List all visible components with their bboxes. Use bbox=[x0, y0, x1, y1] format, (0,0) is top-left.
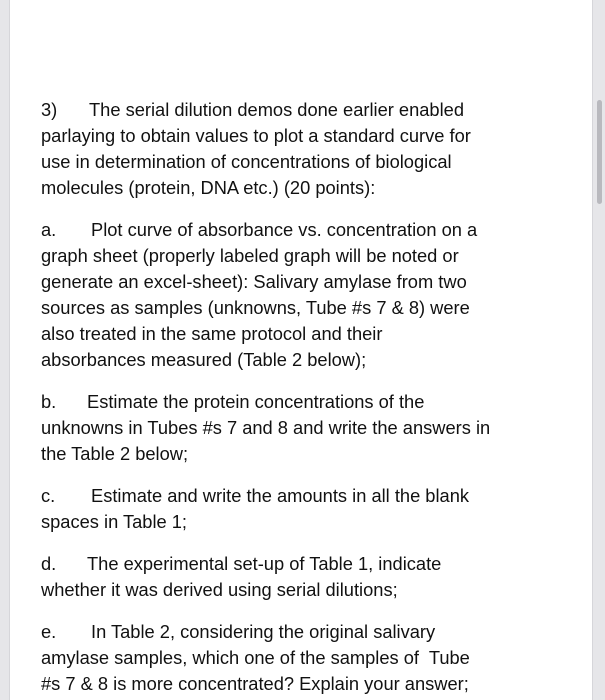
item-b-line-1: b. Estimate the protein concentrations of the bbox=[41, 389, 571, 415]
left-frame-edge bbox=[0, 0, 10, 700]
item-a-line-3: generate an excel-sheet): Salivary amylase from two bbox=[41, 271, 467, 292]
question-text bbox=[41, 97, 571, 700]
item-c bbox=[41, 483, 571, 535]
item-e bbox=[41, 619, 571, 697]
item-e-line-3: #s 7 & 8 is more concentrated? Explain your answer; bbox=[41, 673, 469, 694]
item-c-line-2: spaces in Table 1; bbox=[41, 511, 188, 532]
item-b-marker: b. bbox=[41, 391, 57, 412]
item-c-marker: c. bbox=[41, 485, 56, 506]
intro-line-4: molecules (protein, DNA etc.) (20 points): bbox=[41, 177, 376, 198]
item-a-line-4: sources as samples (unknowns, Tube #s 7 & 8) were bbox=[41, 297, 470, 318]
item-a-marker: a. bbox=[41, 219, 57, 240]
item-a-line-2: graph sheet (properly labeled graph will be noted or bbox=[41, 245, 459, 266]
item-b-line-3: the Table 2 below; bbox=[41, 443, 189, 464]
item-e-marker: e. bbox=[41, 621, 57, 642]
intro-line-2: parlaying to obtain values to plot a standard curve for bbox=[41, 125, 471, 146]
intro-line-1: 3) The serial dilution demos done earlier enabled bbox=[41, 97, 571, 123]
item-a-line-5: also treated in the same protocol and their bbox=[41, 323, 383, 344]
item-a bbox=[41, 217, 571, 373]
item-d-line-1: d. The experimental set-up of Table 1, indicate bbox=[41, 551, 571, 577]
item-b-line-2: unknowns in Tubes #s 7 and 8 and write the answers in bbox=[41, 417, 491, 438]
item-d-marker: d. bbox=[41, 553, 57, 574]
item-e-line-1: e. In Table 2, considering the original salivary bbox=[41, 619, 571, 645]
intro-line-3: use in determination of concentrations of biological bbox=[41, 151, 452, 172]
item-a-line-6: absorbances measured (Table 2 below); bbox=[41, 349, 367, 370]
item-e-line-2: amylase samples, which one of the samples of Tube bbox=[41, 647, 470, 668]
item-a-line-1: a. Plot curve of absorbance vs. concentration on a bbox=[41, 217, 571, 243]
scrollbar-track[interactable] bbox=[592, 0, 605, 700]
item-d-line-2: whether it was derived using serial dilutions; bbox=[41, 579, 398, 600]
question-intro bbox=[41, 97, 571, 201]
item-b bbox=[41, 389, 571, 467]
item-c-line-1: c. Estimate and write the amounts in all the blank bbox=[41, 483, 571, 509]
question-number: 3) bbox=[41, 99, 58, 120]
item-d bbox=[41, 551, 571, 603]
scrollbar-thumb[interactable] bbox=[597, 100, 602, 204]
